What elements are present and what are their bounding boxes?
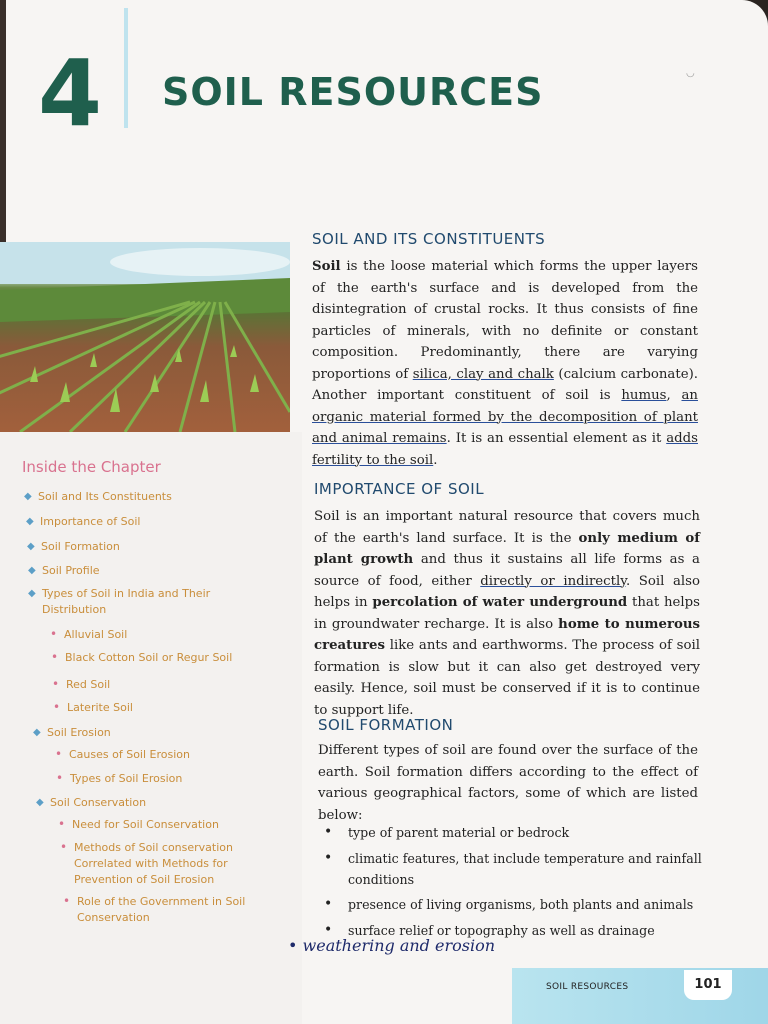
toc-subitem: • Types of Soil Erosion <box>56 771 183 785</box>
list-item: • climatic features, that include temperature and rainfall conditions <box>324 850 702 887</box>
footer-chapter-label: SOIL RESOURCES <box>546 982 629 992</box>
list-item: • presence of living organisms, both plants and animals <box>324 896 694 912</box>
list-item: • surface relief or topography as well as drainage <box>324 922 655 938</box>
toc-item: ◆ Soil Profile <box>28 564 100 577</box>
toc-item: ◆ Soil and Its Constituents <box>24 490 172 503</box>
toc-subitem: • Red Soil <box>52 677 111 691</box>
handwritten-note: • weathering and erosion <box>288 936 496 955</box>
chapter-number: 4 <box>38 40 103 147</box>
toc-subitem: • Methods of Soil conservation Correlated with Methods for Prevention of Soil Erosion <box>60 840 233 886</box>
page-number: 101 <box>684 970 732 1000</box>
sidebar-title: Inside the Chapter <box>22 458 161 476</box>
paragraph-importance: Soil is an important natural resource that covers much of the earth's land surface. It is the only medium of plant growth and thus it sustains all life forms as a source of food, either directly or indirectly. Soil also helps in percolation of water underground that helps in groundwater recharge. It is also home to numerous creatures like ants and earthworms. The process of soil formation is slow but it can also get destroyed very easily. Hence, soil must be conserved if it is to continue to support life. <box>314 509 701 718</box>
toc-item: ◆ Soil Formation <box>27 540 120 553</box>
section-heading-importance: IMPORTANCE OF SOIL <box>314 480 485 498</box>
toc-item: ◆ Soil Conservation <box>36 796 147 809</box>
toc-subitem: • Black Cotton Soil or Regur Soil <box>51 650 233 664</box>
chapter-divider <box>124 8 128 128</box>
paragraph-formation: Different types of soil are found over the surface of the earth. Soil formation differs according to the effect of various geographical factors, some of which are listed below: <box>318 743 698 823</box>
list-item: • type of parent material or bedrock <box>324 824 570 840</box>
crop-field-photo <box>0 242 290 432</box>
toc-item: ◆ Types of Soil in India and Their Distribution <box>28 587 211 616</box>
term-soil: Soil <box>312 259 341 274</box>
toc-subitem: • Need for Soil Conservation <box>58 817 219 831</box>
toc-subitem: • Laterite Soil <box>53 700 133 714</box>
chapter-title: SOIL RESOURCES <box>162 70 544 114</box>
toc-subitem: • Role of the Government in Soil Conservation <box>63 894 246 924</box>
toc-subitem: • Alluvial Soil <box>50 627 128 641</box>
section-heading-formation: SOIL FORMATION <box>318 716 454 734</box>
toc-item: ◆ Importance of Soil <box>26 515 141 528</box>
corner-mark: ◡ <box>686 68 695 79</box>
toc-subitem: • Causes of Soil Erosion <box>55 747 190 761</box>
section-heading-constituents: SOIL AND ITS CONSTITUENTS <box>312 230 546 248</box>
paragraph-constituents: Soil is the loose material which forms the upper layers of the earth's surface and is developed from the disintegration of crustal rocks. It thus consists of fine particles of minerals, with no definite or constant composition. Predominantly, there are varying proportions of silica, clay and chalk (calcium carbonate). Another important constituent of soil is humus, an organic material formed by the decomposition of plant and animal remains. It is an essential element as it adds fertility to the soil. <box>312 259 698 468</box>
toc-item: ◆ Soil Erosion <box>33 726 111 739</box>
